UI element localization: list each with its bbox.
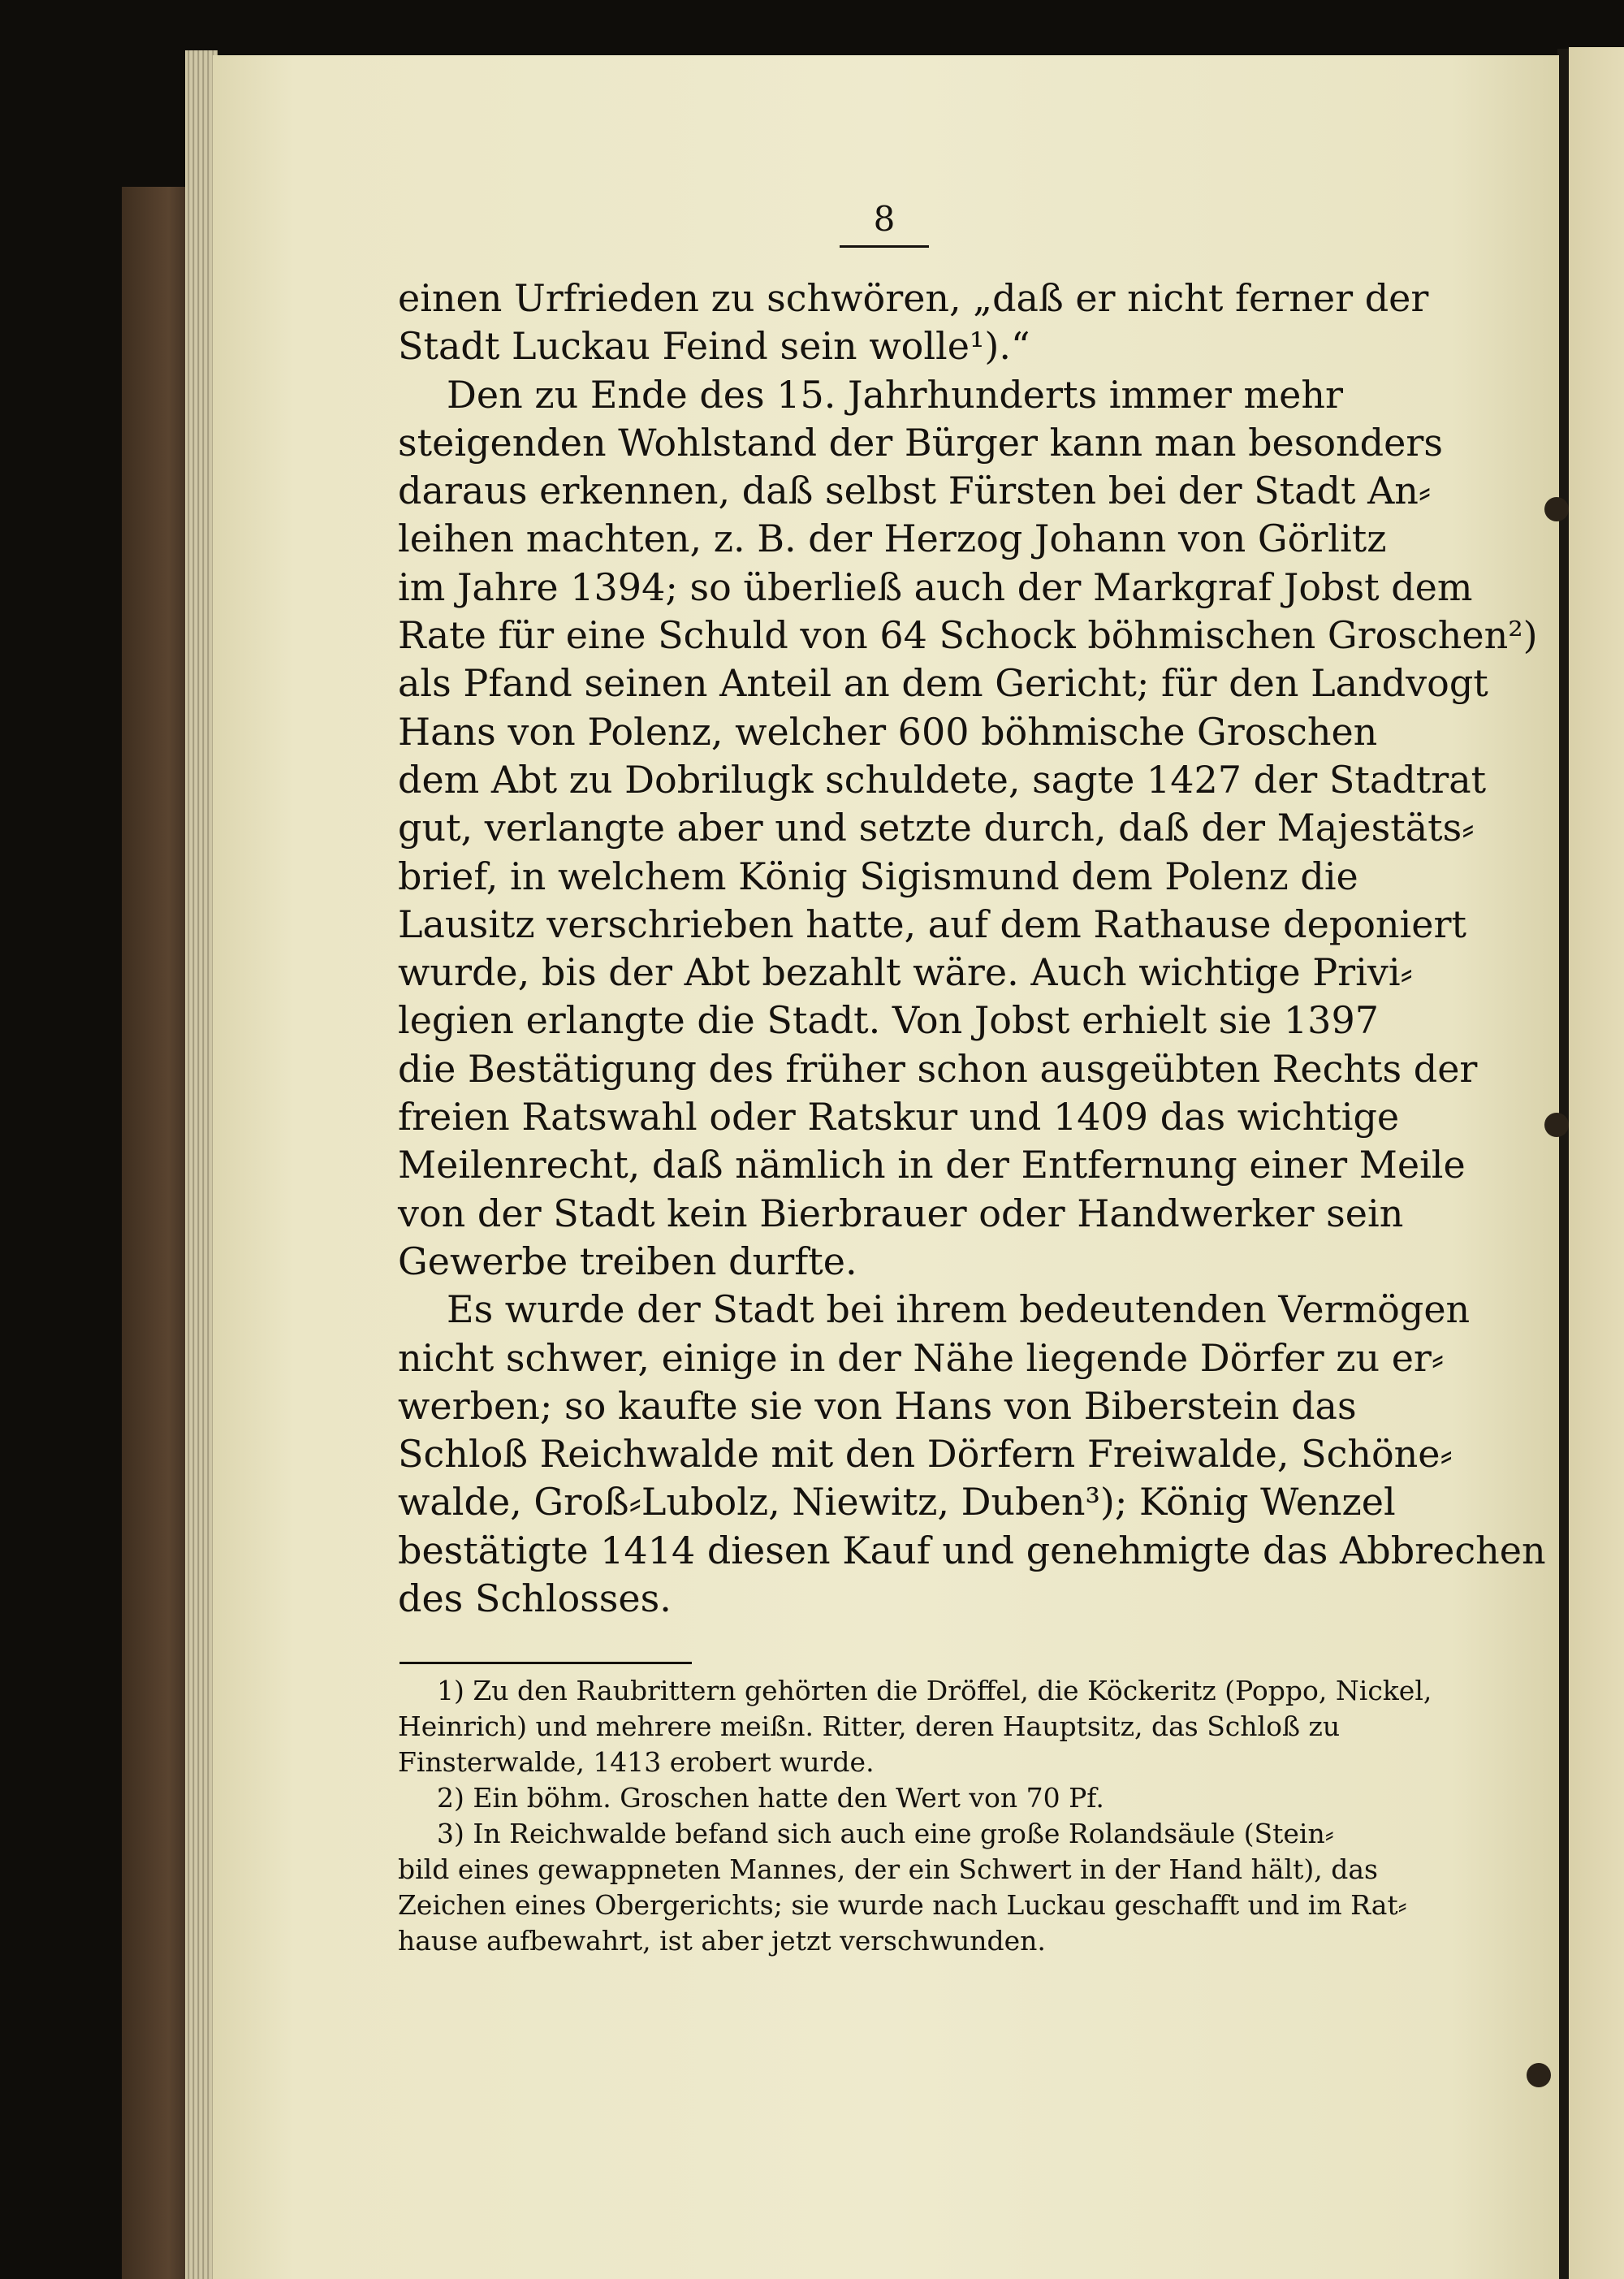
binding-thread-mark bbox=[1544, 1113, 1569, 1137]
text-line: Schloß Reichwalde mit den Dörfern Freiwalde, Schöne⸗ bbox=[398, 1432, 1453, 1477]
text-line: bestätigte 1414 diesen Kauf und genehmigte das Abbrechen bbox=[398, 1528, 1546, 1572]
text-line: Hans von Polenz, welcher 600 böhmische Groschen bbox=[398, 709, 1378, 754]
footnote-line: Zeichen eines Obergerichts; sie wurde nach Luckau geschafft und im Rat⸗ bbox=[398, 1889, 1407, 1921]
text-line: legien erlangte die Stadt. Von Jobst erhielt sie 1397 bbox=[398, 998, 1379, 1043]
text-line: Gewerbe treiben durfte. bbox=[398, 1239, 857, 1283]
text-line: des Schlosses. bbox=[398, 1576, 672, 1621]
footnote-line: 3) In Reichwalde befand sich auch eine große Rolandsäule (Stein⸗ bbox=[437, 1818, 1334, 1849]
footnote-line: 2) Ein böhm. Groschen hatte den Wert von 70 Pf. bbox=[437, 1782, 1104, 1814]
text-line: einen Urfrieden zu schwören, „daß er nicht ferner der bbox=[398, 276, 1429, 320]
text-line: wurde, bis der Abt bezahlt wäre. Auch wichtige Privi⸗ bbox=[398, 950, 1413, 995]
footnote-line: 1) Zu den Raubrittern gehörten die Dröffel, die Köckeritz (Poppo, Nickel, bbox=[437, 1675, 1432, 1706]
text-line: gut, verlangte aber und setzte durch, daß der Majestäts⸗ bbox=[398, 806, 1475, 850]
footnote-line: Heinrich) und mehrere meißn. Ritter, deren Hauptsitz, das Schloß zu bbox=[398, 1710, 1341, 1742]
binding-thread-mark bbox=[1527, 2063, 1551, 2087]
text-line: von der Stadt kein Bierbrauer oder Handwerker sein bbox=[398, 1191, 1404, 1235]
page-number: 8 bbox=[873, 199, 896, 239]
footnote-line: Finsterwalde, 1413 erobert wurde. bbox=[398, 1746, 875, 1778]
binding-thread-mark bbox=[1544, 497, 1569, 521]
page-number-rule bbox=[840, 245, 929, 248]
text-line: dem Abt zu Dobrilugk schuldete, sagte 1427 der Stadtrat bbox=[398, 757, 1487, 802]
text-line: leihen machten, z. B. der Herzog Johann von Görlitz bbox=[398, 517, 1387, 561]
footnote-line: hause aufbewahrt, ist aber jetzt verschwunden. bbox=[398, 1925, 1046, 1957]
text-line: brief, in welchem König Sigismund dem Polenz die bbox=[398, 854, 1358, 898]
text-line: im Jahre 1394; so überließ auch der Markgraf Jobst dem bbox=[398, 564, 1473, 609]
text-line: die Bestätigung des früher schon ausgeübten Rechts der bbox=[398, 1046, 1478, 1091]
text-line: steigenden Wohlstand der Bürger kann man besonders bbox=[398, 420, 1443, 465]
text-line: Meilenrecht, daß nämlich in der Entfernung einer Meile bbox=[398, 1143, 1466, 1187]
footnote-separator bbox=[400, 1662, 692, 1664]
main-text bbox=[398, 275, 1546, 1623]
facing-page-edge bbox=[1569, 47, 1624, 2279]
text-line: Es wurde der Stadt bei ihrem bedeutenden Vermögen bbox=[447, 1287, 1471, 1332]
text-line: Lausitz verschrieben hatte, auf dem Rathause deponiert bbox=[398, 902, 1466, 946]
text-line: nicht schwer, einige in der Nähe liegende Dörfer zu er⸗ bbox=[398, 1335, 1445, 1380]
footnote-line: bild eines gewappneten Mannes, der ein Schwert in der Hand hält), das bbox=[398, 1853, 1378, 1885]
text-line: als Pfand seinen Anteil an dem Gericht; für den Landvogt bbox=[398, 661, 1488, 706]
text-line: werben; so kaufte sie von Hans von Biberstein das bbox=[398, 1383, 1357, 1428]
footnotes bbox=[398, 1673, 1432, 1959]
text-line: walde, Groß⸗Lubolz, Niewitz, Duben³); König Wenzel bbox=[398, 1480, 1396, 1524]
text-line: Stadt Luckau Feind sein wolle¹).“ bbox=[398, 324, 1030, 369]
scan-background-corner bbox=[0, 0, 211, 187]
text-line: Rate für eine Schuld von 64 Schock böhmischen Groschen²) bbox=[398, 613, 1538, 658]
text-line: daraus erkennen, daß selbst Fürsten bei der Stadt An⸗ bbox=[398, 469, 1432, 513]
text-line: freien Ratswahl oder Ratskur und 1409 das wichtige bbox=[398, 1095, 1400, 1140]
text-line: Den zu Ende des 15. Jahrhunderts immer mehr bbox=[447, 372, 1343, 417]
